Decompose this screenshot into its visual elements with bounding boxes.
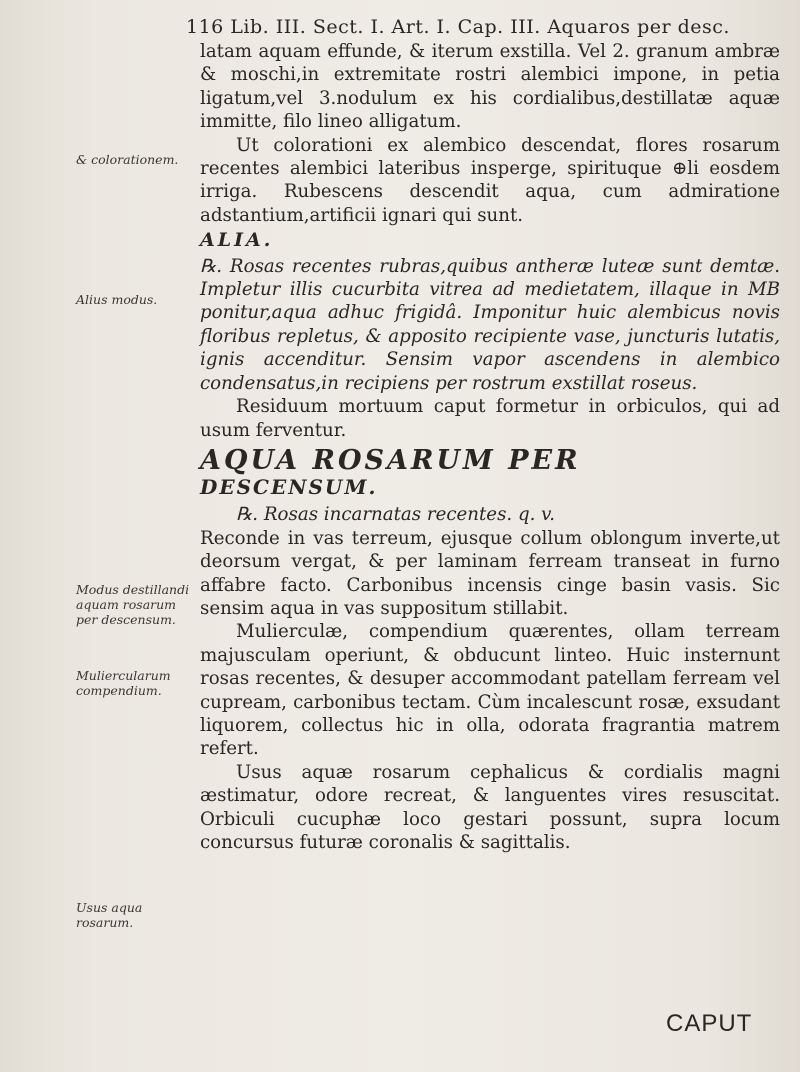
margin-note-coloration: & colorationem. <box>76 152 179 167</box>
paragraph-5: ℞. Rosas incarnatas recentes. q. v. <box>236 504 556 526</box>
heading-descensum: DESCENSUM. <box>200 474 378 499</box>
paragraph-3: ℞. Rosas recentes rubras,quibus antheræ luteæ sunt demtæ. Impletur illis cucurbita vitrea ad medietatem, illaque in MB ponitur,aqua adhuc frigidâ. Imponitur huic alembicus novis floribus repletus, & apposito recipiente vase, juncturis lutatis, ignis accenditur. Sensim vapor ascendens in alembico condensatus,in recipiens per rostrum exstillat roseus. <box>200 255 780 394</box>
heading-aqua-rosarum: AQUA ROSARUM PER <box>200 444 581 476</box>
paragraph-8: Usus aquæ rosarum cephalicus & cordialis magni æstimatur, odore recreat, & languentes vires resuscitat. Orbiculi cucuphæ loco gestari possunt, supra locum concursus futuræ coronalis & sagittalis. <box>200 761 780 853</box>
paragraph-4: Residuum mortuum caput formetur in orbiculos, qui ad usum ferventur. <box>200 396 780 441</box>
margin-note-descensum: Modus destillandi aquam rosarum per descensum. <box>76 582 190 627</box>
paragraph-1: latam aquam effunde, & iterum exstilla. Vel 2. granum ambræ & moschi,in extremitate rostri alembici impone, in petia ligatum,vel 3.nodulum ex his cordialibus,destillatæ aquæ immitte, filo lineo alligatum. <box>200 41 780 133</box>
text-column <box>200 40 780 854</box>
paragraph-7: Mulierculæ, compendium quærentes, ollam terream majusculam operiunt, & obducunt linteo. Huic insternunt rosas recentes, & desuper accommodant patellam ferream vel cupream, carbonibus tectam. Cùm incalescunt rosæ, exsudant liquorem, collectus hic in olla, odorata fragrantia matrem refert. <box>200 621 780 760</box>
paragraph-6: Reconde in vas terreum, ejusque collum oblongum inverte,ut deorsum vergat, & per laminam ferream transeat in furno affabre facto. Carbonibus incensis cinge basin vasis. Sic sensim aqua in vas suppositum stillabit. <box>200 527 780 619</box>
catchword: CAPUT <box>666 1010 753 1037</box>
heading-alia: ALIA. <box>200 229 274 252</box>
margin-note-usus: Usus aqua rosarum. <box>76 900 143 930</box>
paragraph-2: Ut colorationi ex alembico descendat, flores rosarum recentes alembici lateribus insperge, spirituque ⊕li eosdem irriga. Rubescens descendit aqua, cum admiratione adstantium,artificii ignari qui sunt. <box>200 134 780 226</box>
running-header: 116 Lib. III. Sect. I. Art. I. Cap. III. Aquaros per desc. <box>186 16 730 38</box>
margin-note-muliercularum: Muliercularum compendium. <box>76 668 171 698</box>
margin-note-alius-modus: Alius modus. <box>76 292 158 307</box>
